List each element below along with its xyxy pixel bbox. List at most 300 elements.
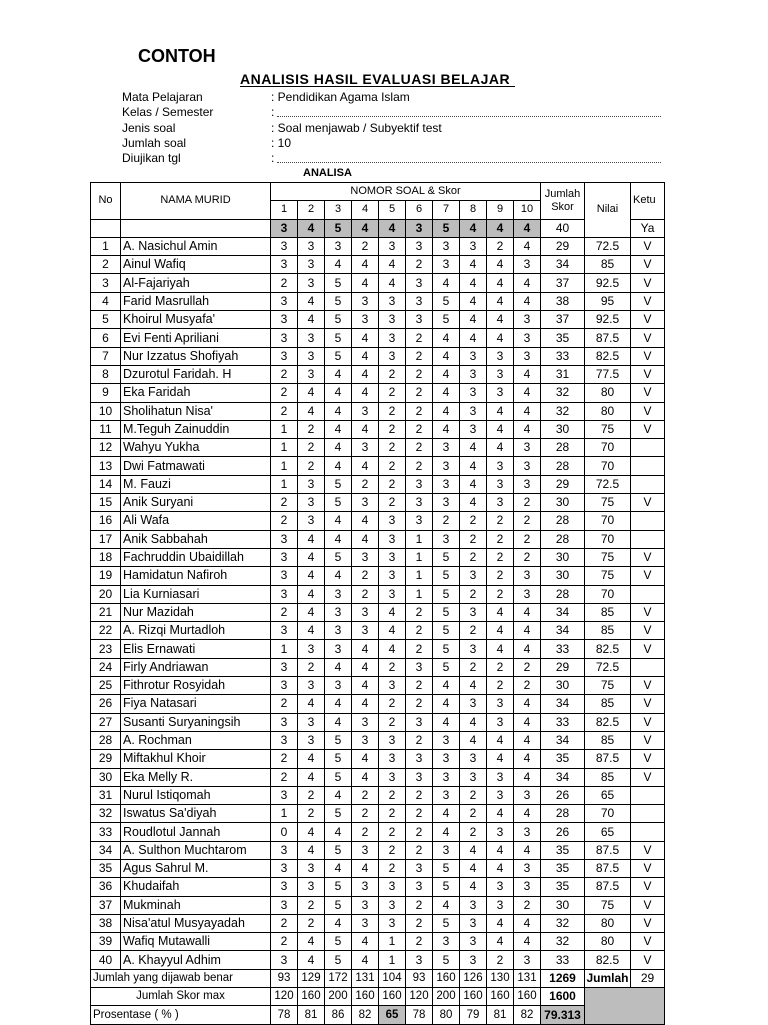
score-cell: 3 [298, 475, 325, 493]
summary-dijawab-row-value-cell: 129 [298, 969, 325, 987]
student-no-cell: 12 [91, 439, 121, 457]
score-cell: 3 [514, 585, 541, 603]
student-name-cell: Firly Andriawan [121, 658, 271, 676]
nilai-cell: 75 [585, 494, 631, 512]
ketuntasan-cell: V [631, 329, 665, 347]
summary-jumlah-label: Jumlah [585, 969, 631, 987]
score-cell: 3 [487, 347, 514, 365]
ketuntasan-cell: V [631, 859, 665, 877]
summary-skor-max-row-value-cell: 200 [433, 988, 460, 1006]
table-row [91, 622, 665, 640]
student-no-cell: 20 [91, 585, 121, 603]
header-question-5: 5 [379, 201, 406, 219]
score-cell: 4 [514, 750, 541, 768]
score-cell: 2 [406, 640, 433, 658]
score-cell: 2 [460, 805, 487, 823]
score-cell: 3 [487, 713, 514, 731]
nilai-cell: 70 [585, 439, 631, 457]
jumlah-skor-cell: 34 [541, 603, 585, 621]
key-ketuntasan-cell: Ya [631, 219, 665, 237]
score-cell: 2 [514, 658, 541, 676]
score-cell: 2 [406, 439, 433, 457]
score-cell: 4 [514, 768, 541, 786]
nilai-cell: 72.5 [585, 237, 631, 255]
jumlah-skor-cell: 32 [541, 402, 585, 420]
student-no-cell: 4 [91, 292, 121, 310]
student-no-cell: 16 [91, 512, 121, 530]
ketuntasan-cell: V [631, 384, 665, 402]
score-cell: 3 [271, 731, 298, 749]
table-row [91, 731, 665, 749]
score-cell: 2 [406, 823, 433, 841]
score-cell: 3 [379, 329, 406, 347]
table-row [91, 677, 665, 695]
score-cell: 3 [406, 713, 433, 731]
table-row [91, 713, 665, 731]
student-name-cell: Ainul Wafiq [121, 256, 271, 274]
score-cell: 1 [271, 475, 298, 493]
nilai-cell: 70 [585, 512, 631, 530]
score-cell: 3 [271, 292, 298, 310]
table-row [91, 329, 665, 347]
score-cell: 4 [352, 658, 379, 676]
nilai-cell: 82.5 [585, 951, 631, 969]
student-no-cell: 9 [91, 384, 121, 402]
score-cell: 3 [352, 914, 379, 932]
score-cell: 4 [460, 475, 487, 493]
student-name-cell: M.Teguh Zainuddin [121, 420, 271, 438]
score-cell: 4 [487, 933, 514, 951]
student-no-cell: 29 [91, 750, 121, 768]
jumlah-skor-cell: 34 [541, 695, 585, 713]
score-cell: 3 [406, 274, 433, 292]
score-cell: 2 [433, 512, 460, 530]
score-cell: 3 [406, 951, 433, 969]
student-no-cell: 11 [91, 420, 121, 438]
summary-dijawab-row-value-cell: 131 [352, 969, 379, 987]
score-cell: 2 [271, 494, 298, 512]
table-row [91, 786, 665, 804]
summary-dijawab-row-total-cell: 1269 [541, 969, 585, 987]
summary-prosentase-row-value-cell: 79 [460, 1006, 487, 1024]
nilai-cell: 85 [585, 768, 631, 786]
score-cell: 3 [406, 750, 433, 768]
key-name-cell [121, 219, 271, 237]
score-cell: 3 [406, 292, 433, 310]
ketuntasan-cell: V [631, 713, 665, 731]
score-cell: 3 [352, 841, 379, 859]
score-cell: 3 [352, 731, 379, 749]
jumlah-skor-cell: 28 [541, 530, 585, 548]
score-cell: 5 [325, 768, 352, 786]
student-no-cell: 37 [91, 896, 121, 914]
score-cell: 4 [460, 841, 487, 859]
summary-skor-max-row-value-cell: 120 [271, 988, 298, 1006]
score-cell: 2 [298, 786, 325, 804]
nilai-cell: 82.5 [585, 713, 631, 731]
score-cell: 2 [352, 786, 379, 804]
student-no-cell: 7 [91, 347, 121, 365]
header-no: No [91, 183, 121, 220]
score-cell: 3 [460, 640, 487, 658]
score-cell: 3 [298, 512, 325, 530]
score-cell: 3 [487, 384, 514, 402]
score-cell: 3 [460, 768, 487, 786]
summary-prosentase-row-total-cell: 79.313 [541, 1006, 585, 1024]
score-cell: 5 [325, 841, 352, 859]
summary-skor-max-row-value-cell: 160 [460, 988, 487, 1006]
score-cell: 4 [487, 841, 514, 859]
table-row [91, 951, 665, 969]
table-row [91, 567, 665, 585]
ketuntasan-cell [631, 475, 665, 493]
page-subtitle: ANALISIS HASIL EVALUASI BELAJAR [240, 71, 511, 87]
score-cell: 2 [298, 896, 325, 914]
ketuntasan-cell: V [631, 603, 665, 621]
jumlah-skor-cell: 29 [541, 658, 585, 676]
score-cell: 2 [271, 274, 298, 292]
score-cell: 3 [352, 878, 379, 896]
ketuntasan-cell [631, 439, 665, 457]
meta-dotted-tgl [277, 162, 661, 163]
student-name-cell: Dwi Fatmawati [121, 457, 271, 475]
score-cell: 3 [460, 567, 487, 585]
score-cell: 4 [433, 695, 460, 713]
student-name-cell: A. Nasichul Amin [121, 237, 271, 255]
score-cell: 4 [487, 329, 514, 347]
ketuntasan-cell [631, 823, 665, 841]
nilai-cell: 82.5 [585, 347, 631, 365]
score-cell: 3 [433, 933, 460, 951]
score-cell: 3 [271, 567, 298, 585]
score-cell: 3 [514, 951, 541, 969]
score-cell: 2 [379, 658, 406, 676]
score-cell: 3 [433, 530, 460, 548]
score-cell: 4 [298, 622, 325, 640]
jumlah-skor-cell: 35 [541, 859, 585, 877]
score-cell: 4 [325, 384, 352, 402]
student-no-cell: 39 [91, 933, 121, 951]
score-cell: 3 [460, 750, 487, 768]
student-name-cell: Nisa'atul Musyayadah [121, 914, 271, 932]
jumlah-skor-cell: 37 [541, 311, 585, 329]
score-cell: 2 [352, 567, 379, 585]
table-row [91, 274, 665, 292]
score-cell: 2 [271, 512, 298, 530]
score-cell: 2 [352, 805, 379, 823]
score-cell: 4 [352, 365, 379, 383]
score-cell: 4 [514, 713, 541, 731]
score-cell: 3 [379, 878, 406, 896]
table-row [91, 841, 665, 859]
score-cell: 4 [460, 256, 487, 274]
score-cell: 3 [298, 878, 325, 896]
table-row [91, 914, 665, 932]
student-name-cell: Eka Melly R. [121, 768, 271, 786]
student-name-cell: Evi Fenti Apriliani [121, 329, 271, 347]
student-no-cell: 35 [91, 859, 121, 877]
score-cell: 4 [514, 365, 541, 383]
table-row [91, 585, 665, 603]
score-cell: 4 [379, 640, 406, 658]
summary-skor-max-row-value-cell: 160 [514, 988, 541, 1006]
score-cell: 2 [487, 677, 514, 695]
student-name-cell: Wahyu Yukha [121, 439, 271, 457]
student-name-cell: Elis Ernawati [121, 640, 271, 658]
score-cell: 2 [406, 402, 433, 420]
score-cell: 2 [298, 914, 325, 932]
ketuntasan-cell: V [631, 841, 665, 859]
score-cell: 4 [325, 658, 352, 676]
score-cell: 3 [298, 731, 325, 749]
score-cell: 3 [487, 695, 514, 713]
summary-dijawab-row-value-cell: 131 [514, 969, 541, 987]
score-cell: 3 [406, 878, 433, 896]
nilai-cell: 95 [585, 292, 631, 310]
nilai-cell: 65 [585, 823, 631, 841]
key-score-cell: 5 [433, 219, 460, 237]
score-cell: 2 [514, 548, 541, 566]
score-cell: 4 [460, 457, 487, 475]
score-cell: 3 [352, 494, 379, 512]
score-cell: 4 [460, 494, 487, 512]
score-cell: 4 [487, 439, 514, 457]
key-score-cell: 4 [460, 219, 487, 237]
summary-skor-max-row-label: Jumlah Skor max [91, 988, 271, 1006]
score-cell: 4 [514, 933, 541, 951]
nilai-cell: 87.5 [585, 878, 631, 896]
score-cell: 3 [406, 494, 433, 512]
score-cell: 5 [433, 914, 460, 932]
score-cell: 3 [487, 494, 514, 512]
score-cell: 4 [514, 841, 541, 859]
table-row [91, 805, 665, 823]
score-cell: 4 [352, 677, 379, 695]
score-cell: 2 [298, 805, 325, 823]
summary-skor-max-row-value-cell: 120 [406, 988, 433, 1006]
score-cell: 3 [460, 420, 487, 438]
key-jumlah-cell: 40 [541, 219, 585, 237]
score-cell: 4 [352, 530, 379, 548]
score-cell: 4 [325, 859, 352, 877]
jumlah-skor-cell: 28 [541, 439, 585, 457]
score-cell: 1 [406, 530, 433, 548]
jumlah-skor-cell: 28 [541, 512, 585, 530]
nilai-cell: 92.5 [585, 274, 631, 292]
jumlah-skor-cell: 30 [541, 494, 585, 512]
summary-dijawab-row-value-cell: 93 [271, 969, 298, 987]
score-cell: 2 [460, 548, 487, 566]
score-cell: 3 [514, 457, 541, 475]
table-row [91, 658, 665, 676]
jumlah-skor-cell: 29 [541, 475, 585, 493]
score-cell: 3 [379, 585, 406, 603]
score-cell: 3 [298, 859, 325, 877]
score-cell: 4 [487, 311, 514, 329]
table-row [91, 494, 665, 512]
score-cell: 4 [298, 951, 325, 969]
student-no-cell: 26 [91, 695, 121, 713]
summary-dijawab-row-value-cell: 126 [460, 969, 487, 987]
score-cell: 3 [433, 237, 460, 255]
score-cell: 2 [460, 658, 487, 676]
score-cell: 3 [487, 786, 514, 804]
score-cell: 4 [487, 750, 514, 768]
score-cell: 4 [487, 420, 514, 438]
score-cell: 4 [460, 713, 487, 731]
score-cell: 3 [433, 731, 460, 749]
score-cell: 4 [460, 329, 487, 347]
score-cell: 5 [433, 311, 460, 329]
score-cell: 3 [460, 896, 487, 914]
score-cell: 4 [460, 274, 487, 292]
nilai-cell: 75 [585, 420, 631, 438]
score-cell: 1 [406, 585, 433, 603]
score-cell: 5 [433, 640, 460, 658]
score-cell: 3 [271, 530, 298, 548]
score-cell: 5 [433, 622, 460, 640]
nilai-cell: 85 [585, 695, 631, 713]
student-name-cell: Nurul Istiqomah [121, 786, 271, 804]
score-cell: 5 [433, 567, 460, 585]
score-cell: 4 [325, 256, 352, 274]
score-cell: 3 [379, 512, 406, 530]
score-cell: 3 [433, 256, 460, 274]
key-score-cell: 4 [514, 219, 541, 237]
score-cell: 5 [433, 292, 460, 310]
score-cell: 4 [325, 530, 352, 548]
score-cell: 2 [379, 841, 406, 859]
table-row [91, 548, 665, 566]
jumlah-skor-cell: 28 [541, 457, 585, 475]
score-cell: 2 [406, 420, 433, 438]
score-cell: 3 [325, 585, 352, 603]
nilai-cell: 87.5 [585, 329, 631, 347]
ketuntasan-cell: V [631, 402, 665, 420]
student-name-cell: Dzurotul Faridah. H [121, 365, 271, 383]
score-cell: 3 [487, 768, 514, 786]
nilai-cell: 82.5 [585, 640, 631, 658]
key-no-cell [91, 219, 121, 237]
score-cell: 3 [271, 951, 298, 969]
student-no-cell: 1 [91, 237, 121, 255]
score-cell: 5 [325, 951, 352, 969]
score-cell: 3 [460, 951, 487, 969]
score-cell: 3 [433, 457, 460, 475]
summary-prosentase-row-value-cell: 78 [271, 1006, 298, 1024]
score-cell: 4 [298, 567, 325, 585]
page-title: CONTOH [138, 46, 216, 66]
score-cell: 5 [325, 878, 352, 896]
summary-prosentase-row-value-cell: 82 [514, 1006, 541, 1024]
score-cell: 3 [460, 347, 487, 365]
jumlah-skor-cell: 33 [541, 951, 585, 969]
table-row [91, 896, 665, 914]
student-name-cell: Fithrotur Rosyidah [121, 677, 271, 695]
nilai-cell: 80 [585, 914, 631, 932]
student-name-cell: Anik Sabbahah [121, 530, 271, 548]
score-cell: 4 [460, 311, 487, 329]
table-row [91, 859, 665, 877]
meta-label-jumlah: Jumlah soal [122, 136, 187, 150]
table-row [91, 695, 665, 713]
summary-dijawab-row [91, 969, 665, 987]
score-cell: 4 [487, 859, 514, 877]
score-cell: 2 [406, 384, 433, 402]
score-cell: 2 [514, 512, 541, 530]
nilai-cell: 70 [585, 585, 631, 603]
score-cell: 5 [325, 274, 352, 292]
score-cell: 5 [325, 933, 352, 951]
score-cell: 3 [379, 237, 406, 255]
jumlah-skor-cell: 26 [541, 823, 585, 841]
score-cell: 2 [379, 713, 406, 731]
score-cell: 3 [487, 475, 514, 493]
jumlah-skor-cell: 28 [541, 805, 585, 823]
score-cell: 3 [298, 237, 325, 255]
score-cell: 4 [514, 292, 541, 310]
nilai-cell: 72.5 [585, 658, 631, 676]
ketuntasan-cell: V [631, 567, 665, 585]
jumlah-skor-cell: 28 [541, 585, 585, 603]
score-cell: 2 [406, 677, 433, 695]
summary-prosentase-row-value-cell: 81 [487, 1006, 514, 1024]
ketuntasan-cell: V [631, 695, 665, 713]
jumlah-skor-cell: 29 [541, 237, 585, 255]
ketuntasan-cell: V [631, 896, 665, 914]
jumlah-skor-cell: 35 [541, 841, 585, 859]
score-cell: 3 [379, 347, 406, 365]
meta-value-mapel: : Pendidikan Agama Islam [271, 90, 410, 104]
meta-value-jenis: : Soal menjawab / Subyektif test [271, 121, 442, 135]
score-cell: 3 [487, 896, 514, 914]
score-cell: 3 [460, 933, 487, 951]
student-name-cell: Anik Suryani [121, 494, 271, 512]
score-cell: 4 [514, 402, 541, 420]
score-cell: 4 [352, 512, 379, 530]
table-row [91, 530, 665, 548]
student-no-cell: 23 [91, 640, 121, 658]
ketuntasan-cell: V [631, 750, 665, 768]
score-cell: 3 [433, 841, 460, 859]
score-cell: 3 [271, 677, 298, 695]
score-cell: 2 [514, 494, 541, 512]
score-cell: 2 [379, 402, 406, 420]
score-cell: 2 [298, 439, 325, 457]
key-score-cell: 4 [298, 219, 325, 237]
nilai-cell: 85 [585, 731, 631, 749]
summary-dijawab-row-value-cell: 93 [406, 969, 433, 987]
score-cell: 3 [460, 402, 487, 420]
score-cell: 2 [271, 750, 298, 768]
table-row [91, 292, 665, 310]
score-cell: 3 [352, 311, 379, 329]
score-cell: 4 [433, 823, 460, 841]
score-cell: 3 [298, 640, 325, 658]
score-cell: 3 [514, 859, 541, 877]
score-cell: 2 [487, 658, 514, 676]
table-row [91, 256, 665, 274]
score-cell: 3 [271, 658, 298, 676]
nilai-cell: 92.5 [585, 311, 631, 329]
nilai-cell: 80 [585, 402, 631, 420]
student-name-cell: Ali Wafa [121, 512, 271, 530]
score-cell: 4 [298, 933, 325, 951]
score-cell: 4 [325, 402, 352, 420]
jumlah-skor-cell: 30 [541, 896, 585, 914]
nilai-cell: 87.5 [585, 841, 631, 859]
student-name-cell: Lia Kurniasari [121, 585, 271, 603]
